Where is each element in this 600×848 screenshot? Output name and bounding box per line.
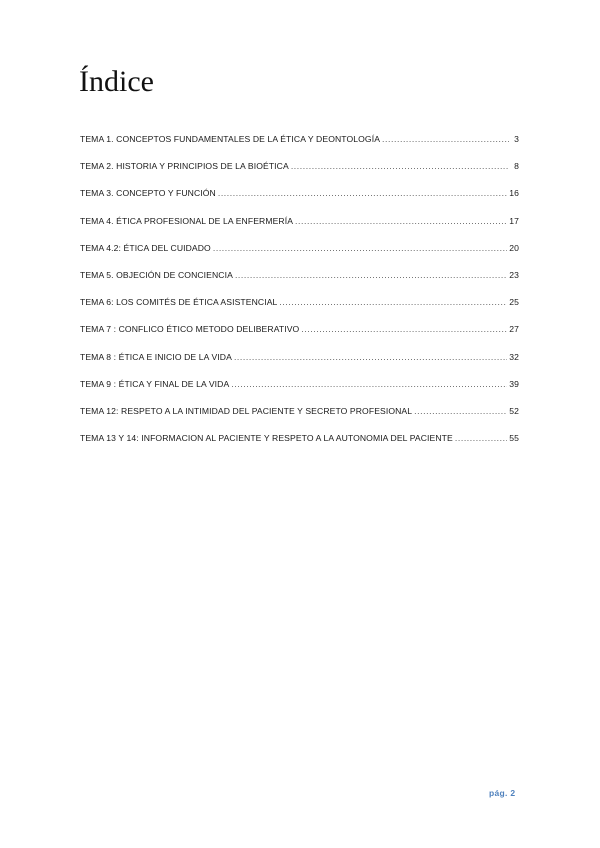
page-number-footer: pág. 2 — [489, 788, 516, 798]
toc-entry[interactable] — [80, 351, 519, 378]
toc-entry-page: 17 — [509, 215, 519, 226]
toc-entry-page: 52 — [509, 405, 519, 416]
toc-dot-leader — [455, 432, 507, 444]
toc-entry[interactable] — [80, 432, 519, 459]
toc-dot-leader — [213, 242, 507, 254]
toc-entry-label: TEMA 7 : CONFLICO ÉTICO METODO DELIBERATIVO — [80, 324, 300, 335]
toc-entry-page: 23 — [509, 269, 519, 280]
toc-entry-label: TEMA 12: RESPETO A LA INTIMIDAD DEL PACIENTE Y SECRETO PROFESIONAL — [80, 405, 413, 416]
table-of-contents — [80, 133, 519, 459]
toc-entry-label: TEMA 9 : ÉTICA Y FINAL DE LA VIDA — [80, 378, 230, 389]
toc-dot-leader — [301, 323, 507, 335]
toc-entry-page: 32 — [509, 351, 519, 362]
toc-dot-leader — [295, 215, 507, 227]
toc-entry-label: TEMA 3. CONCEPTO Y FUNCIÓN — [80, 188, 216, 199]
toc-entry[interactable] — [80, 378, 519, 405]
toc-entry[interactable] — [80, 405, 519, 432]
toc-entry-page: 3 — [514, 134, 519, 144]
toc-dot-leader — [231, 378, 507, 390]
toc-entry-label: TEMA 1. CONCEPTOS FUNDAMENTALES DE LA ÉTICA Y DEONTOLOGÍA — [80, 134, 381, 144]
toc-entry-label: TEMA 8 : ÉTICA E INICIO DE LA VIDA — [80, 351, 232, 362]
toc-dot-leader — [234, 351, 507, 363]
toc-entry-label: TEMA 2. HISTORIA Y PRINCIPIOS DE LA BIOÉTICA — [80, 161, 289, 172]
toc-dot-leader — [235, 269, 507, 281]
toc-dot-leader — [382, 133, 509, 145]
toc-entry-label: TEMA 4.2: ÉTICA DEL CUIDADO — [80, 242, 211, 253]
toc-entry-page: 55 — [509, 433, 519, 444]
toc-dot-leader — [279, 296, 507, 308]
toc-entry[interactable] — [80, 187, 519, 214]
toc-dot-leader — [414, 405, 507, 417]
toc-entry-page: 20 — [509, 242, 519, 253]
toc-entry-label: TEMA 13 Y 14: INFORMACION AL PACIENTE Y RESPETO A LA AUTONOMIA DEL PACIENTE — [80, 433, 453, 444]
toc-dot-leader — [291, 160, 509, 172]
toc-entry[interactable] — [80, 296, 519, 323]
toc-entry-label: TEMA 6: LOS COMITÉS DE ÉTICA ASISTENCIAL — [80, 297, 278, 308]
toc-entry-page: 39 — [509, 378, 519, 389]
toc-entry-page: 27 — [509, 324, 519, 335]
toc-entry[interactable] — [80, 215, 519, 242]
page-title: Índice — [79, 65, 154, 98]
toc-dot-leader — [218, 187, 507, 199]
toc-entry[interactable] — [80, 323, 519, 350]
toc-entry[interactable] — [80, 242, 519, 269]
toc-entry[interactable] — [80, 133, 519, 160]
toc-entry[interactable] — [80, 160, 519, 187]
toc-entry[interactable] — [80, 269, 519, 296]
toc-entry-page: 16 — [509, 188, 519, 199]
toc-entry-page: 25 — [509, 297, 519, 308]
toc-entry-label: TEMA 4. ÉTICA PROFESIONAL DE LA ENFERMERÍA — [80, 215, 294, 226]
toc-entry-label: TEMA 5. OBJECIÓN DE CONCIENCIA — [80, 269, 233, 280]
toc-entry-page: 8 — [514, 161, 519, 172]
